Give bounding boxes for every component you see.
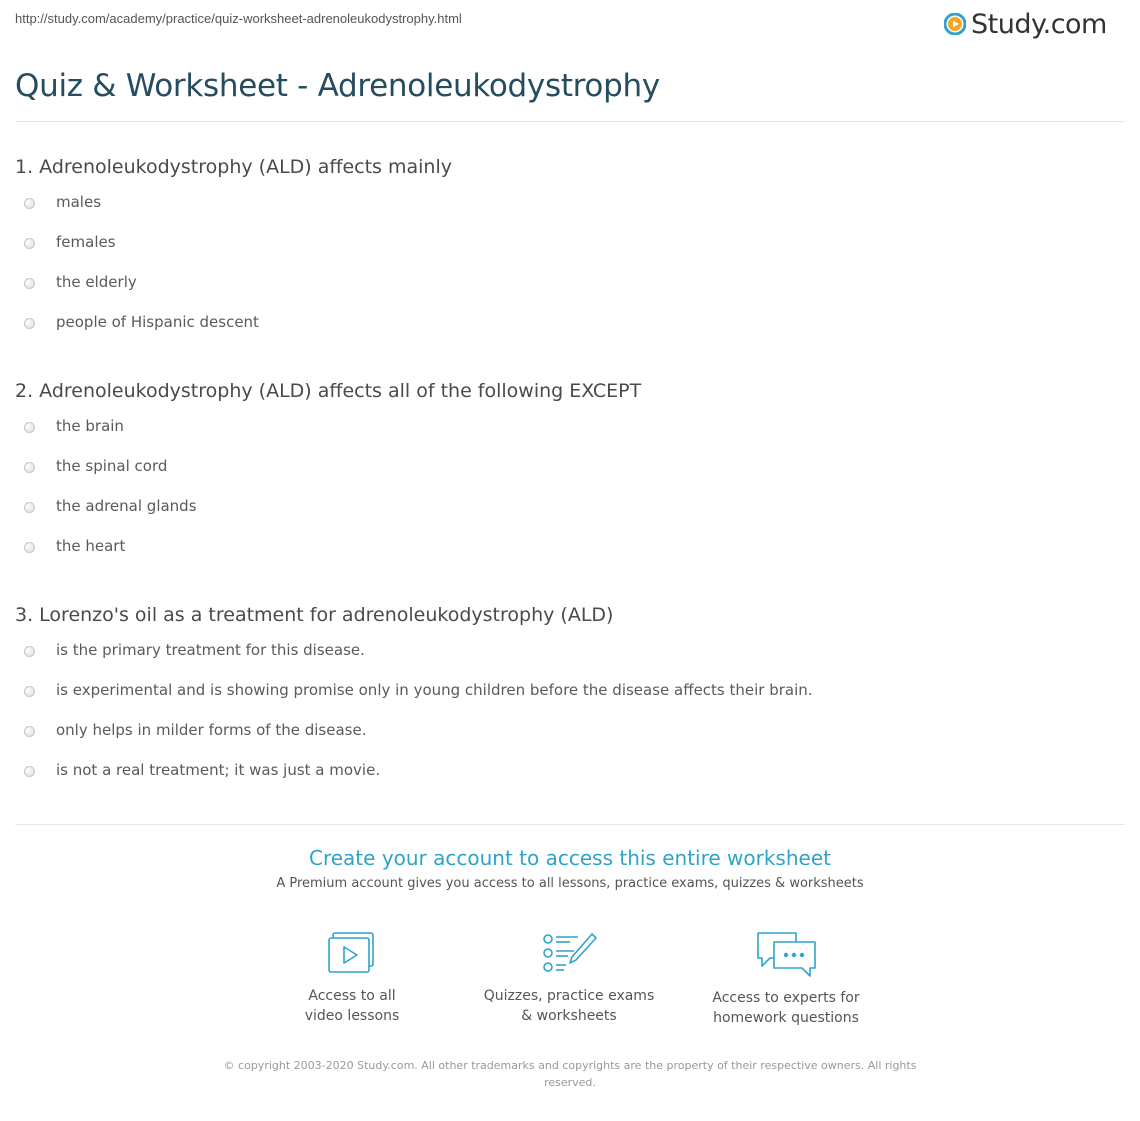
option-label: the spinal cord (56, 457, 168, 475)
question-title: 3. Lorenzo's oil as a treatment for adrenoleukodystrophy (ALD) (15, 604, 614, 626)
option-label: is not a real treatment; it was just a movie. (56, 761, 381, 779)
radio-button[interactable] (24, 422, 35, 433)
option-label: people of Hispanic descent (56, 313, 259, 331)
quiz-checklist-icon (540, 930, 598, 976)
radio-button[interactable] (24, 198, 35, 209)
option-label: females (56, 233, 116, 251)
play-icon (944, 13, 966, 35)
feature-label-line: & worksheets (521, 1008, 617, 1024)
option-label: is experimental and is showing promise only in young children before the disease affects their brain. (56, 681, 813, 699)
question-2 (15, 377, 1125, 578)
feature-quizzes (469, 930, 669, 1026)
question-1 (15, 153, 1125, 354)
radio-button[interactable] (24, 278, 35, 289)
question-3 (15, 601, 1125, 802)
logo-text: Study.com (971, 8, 1107, 40)
feature-label (469, 986, 669, 1026)
option-label: the brain (56, 417, 124, 435)
copyright-notice: © copyright 2003-2020 Study.com. All other trademarks and copyrights are the property of their respective owners. All rights reserved. (223, 1059, 917, 1089)
option-label: the adrenal glands (56, 497, 197, 515)
radio-button[interactable] (24, 726, 35, 737)
feature-label-line: Access to all (308, 988, 396, 1004)
option-label: the heart (56, 537, 126, 555)
radio-button[interactable] (24, 462, 35, 473)
answer-option[interactable] (15, 538, 1125, 578)
feature-label-line: Access to experts for (712, 990, 860, 1006)
signup-prompt (0, 846, 1140, 891)
option-label: only helps in milder forms of the disease. (56, 721, 367, 739)
feature-label-line: Quizzes, practice exams (483, 988, 655, 1004)
answer-option[interactable] (15, 498, 1125, 538)
radio-button[interactable] (24, 766, 35, 777)
answer-option[interactable] (15, 274, 1125, 314)
answer-option[interactable] (15, 194, 1125, 234)
answer-option[interactable] (15, 418, 1125, 458)
feature-experts (686, 930, 886, 1028)
chat-bubbles-icon (754, 930, 818, 978)
answer-option[interactable] (15, 762, 1125, 802)
study-logo[interactable] (944, 6, 1107, 42)
answer-option[interactable] (15, 314, 1125, 354)
option-label: the elderly (56, 273, 137, 291)
page-title: Quiz & Worksheet - Adrenoleukodystrophy (15, 68, 660, 104)
question-title: 1. Adrenoleukodystrophy (ALD) affects mainly (15, 156, 452, 178)
answer-option[interactable] (15, 234, 1125, 274)
feature-video-lessons (252, 930, 452, 1026)
feature-label-line: homework questions (713, 1010, 859, 1026)
radio-button[interactable] (24, 542, 35, 553)
answer-option[interactable] (15, 722, 1125, 762)
create-account-link[interactable]: Create your account to access this entire worksheet (309, 846, 831, 870)
feature-label (686, 988, 886, 1028)
radio-button[interactable] (24, 238, 35, 249)
radio-button[interactable] (24, 318, 35, 329)
answer-option[interactable] (15, 458, 1125, 498)
video-lesson-icon (326, 930, 378, 976)
divider (15, 824, 1125, 825)
answer-option[interactable] (15, 682, 1125, 722)
answer-option[interactable] (15, 642, 1125, 682)
page-url: http://study.com/academy/practice/quiz-worksheet-adrenoleukodystrophy.html (15, 11, 462, 26)
feature-label (252, 986, 452, 1026)
radio-button[interactable] (24, 502, 35, 513)
divider (15, 121, 1125, 122)
radio-button[interactable] (24, 686, 35, 697)
premium-description: A Premium account gives you access to all lessons, practice exams, quizzes & worksheets (276, 876, 864, 891)
question-title: 2. Adrenoleukodystrophy (ALD) affects all of the following EXCEPT (15, 380, 642, 402)
option-label: is the primary treatment for this disease. (56, 641, 365, 659)
radio-button[interactable] (24, 646, 35, 657)
option-label: males (56, 193, 102, 211)
feature-label-line: video lessons (304, 1008, 400, 1024)
